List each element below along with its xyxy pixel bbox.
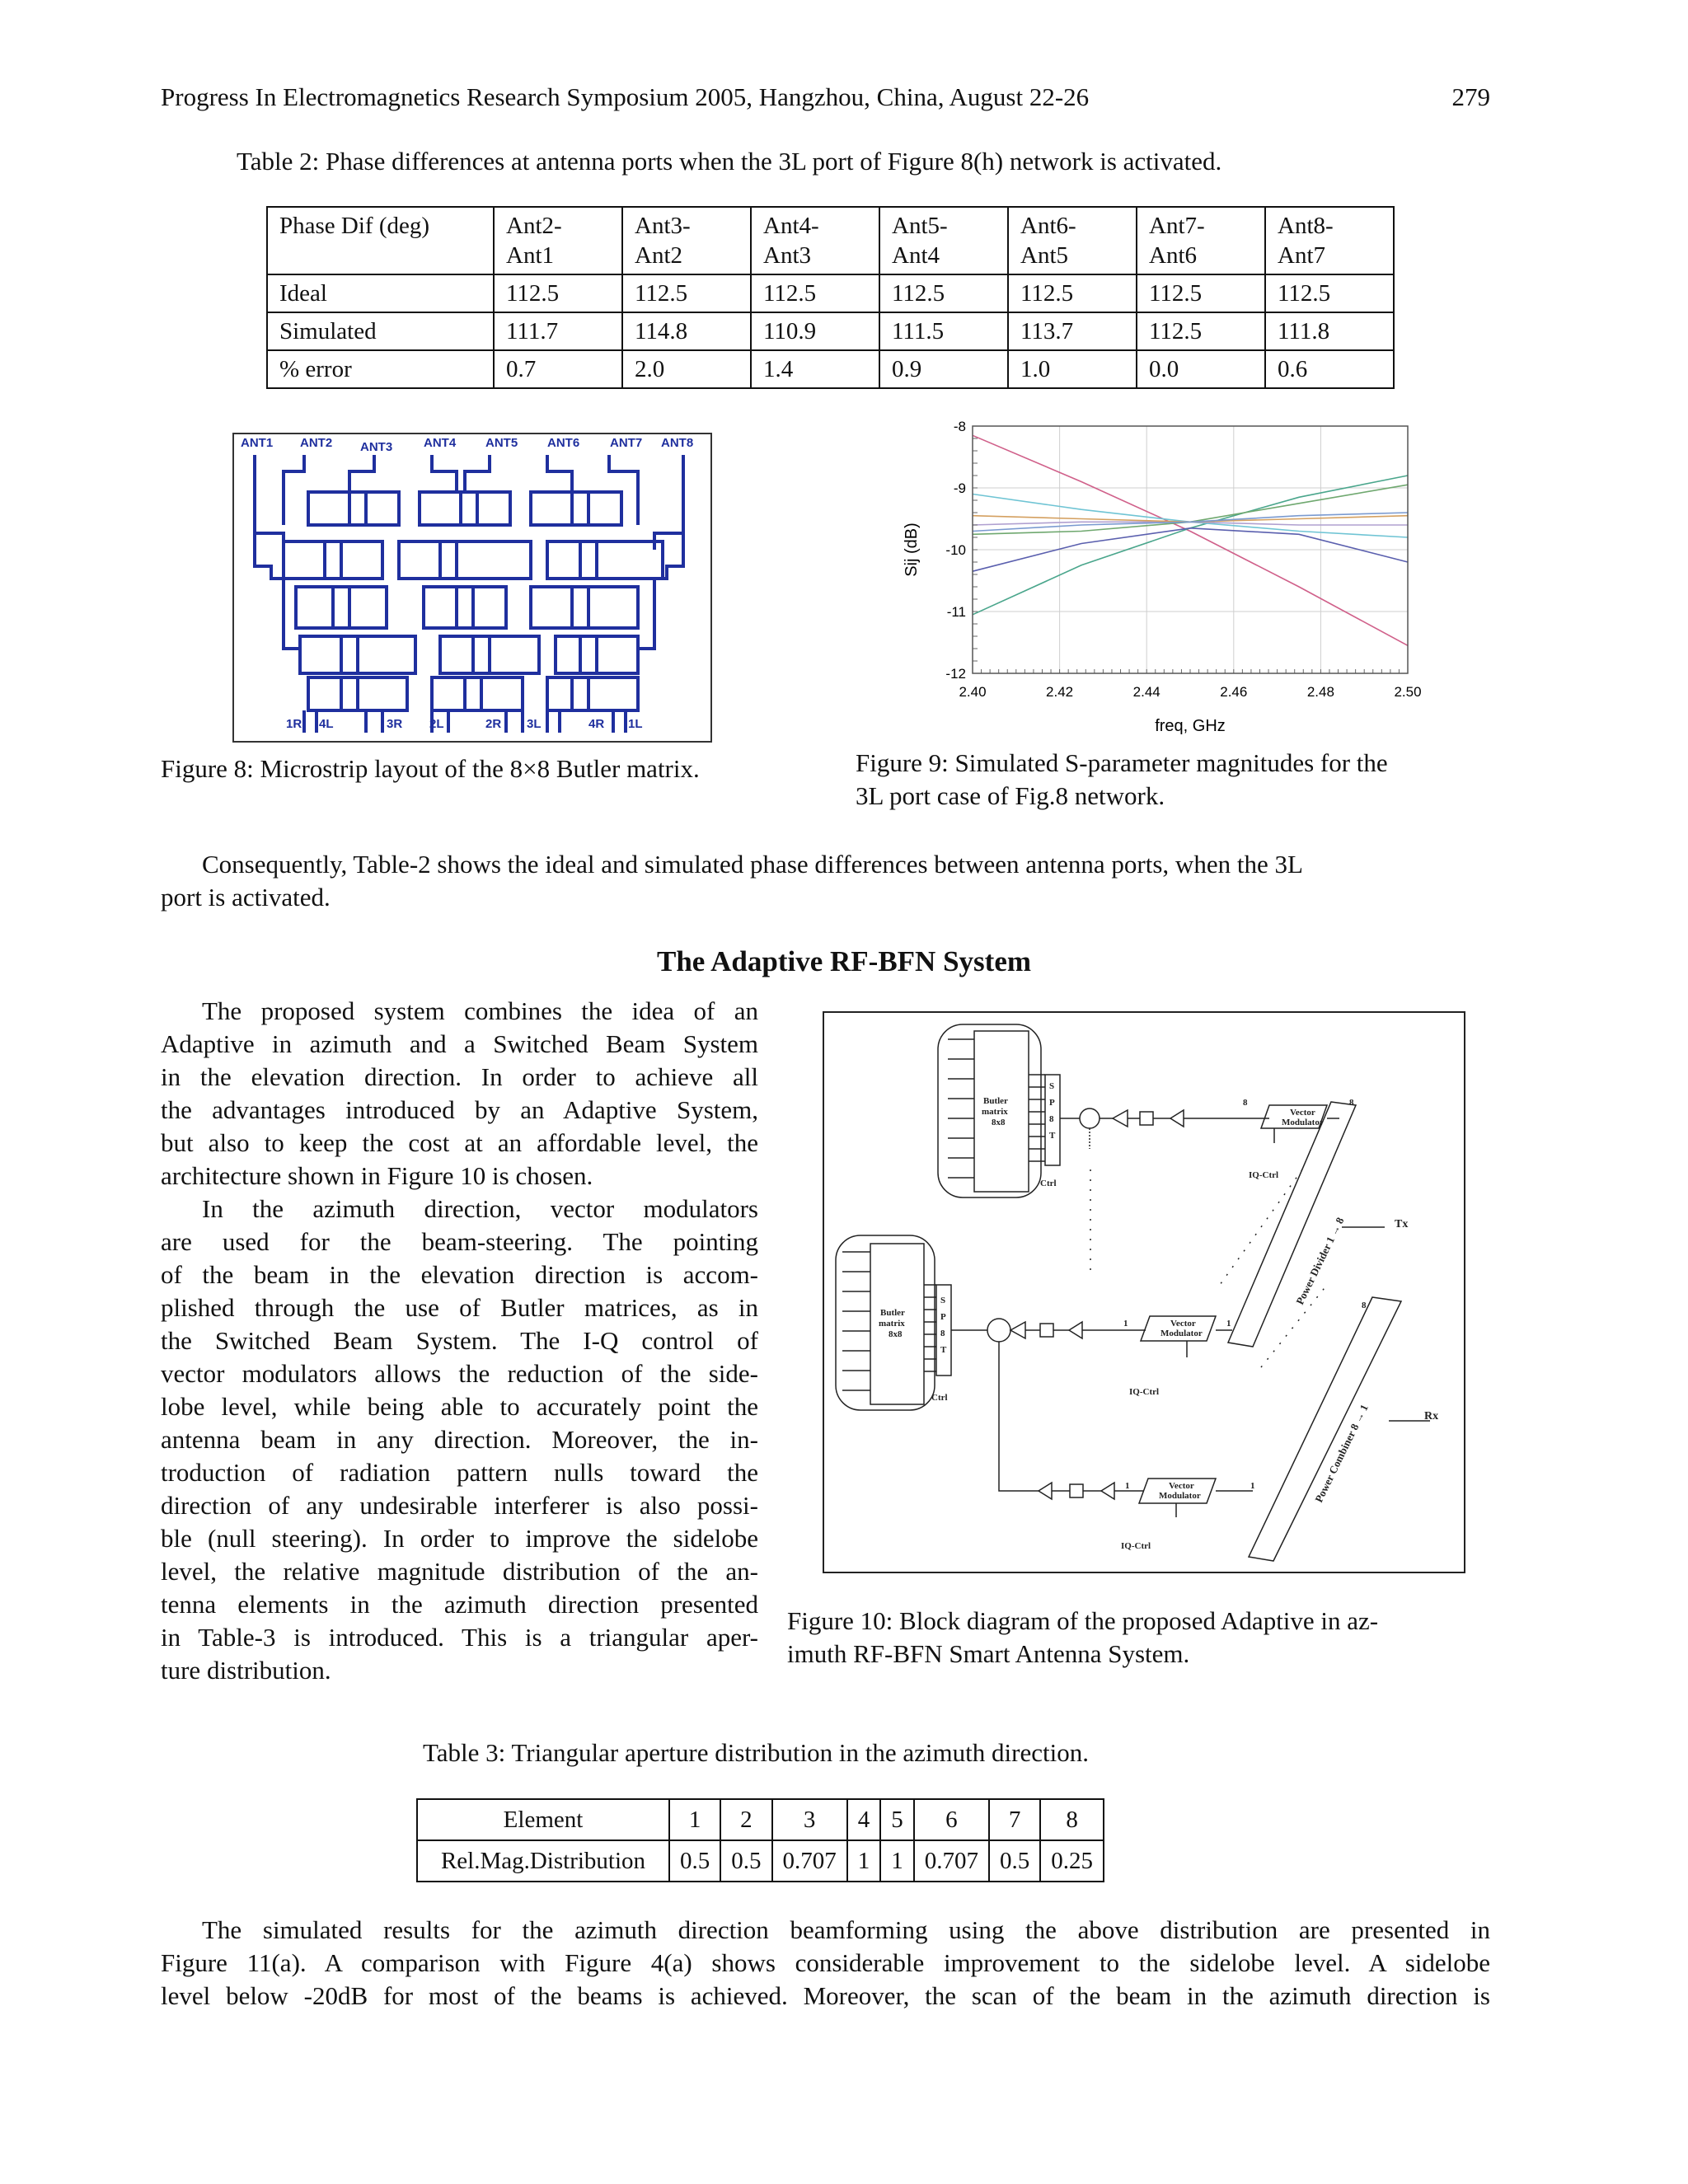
spst-label: P bbox=[1049, 1098, 1055, 1108]
x-tick-label: 2.50 bbox=[1394, 684, 1422, 700]
table3-header-row bbox=[417, 1799, 1104, 1840]
vector-modulator-label: Modulator bbox=[1159, 1491, 1201, 1501]
text-line: Figure 11(a). A comparison with Figure 4(a) shows considerable improvement to the sidelobe level. A sidelobe bbox=[161, 1948, 1490, 1977]
table-header-cell: 1 bbox=[669, 1799, 720, 1840]
spst-label: T bbox=[1049, 1131, 1056, 1141]
table3 bbox=[416, 1798, 1104, 1882]
text-line: tenna elements in the azimuth direction presented bbox=[161, 1590, 758, 1619]
table-cell: Ideal bbox=[267, 274, 494, 312]
spst-label: 8 bbox=[1049, 1114, 1054, 1124]
figure8-layout bbox=[232, 433, 712, 743]
text-line: in Table-3 is introduced. This is a triangular aper- bbox=[161, 1623, 758, 1652]
text-line: are used for the beam-steering. The pointing bbox=[161, 1227, 758, 1256]
table-header-cell: 6 bbox=[914, 1799, 989, 1840]
text-line: but also to keep the cost at an affordable level, the bbox=[161, 1128, 758, 1157]
port-label: 1L bbox=[628, 717, 643, 731]
butler-label: 8x8 bbox=[889, 1329, 903, 1339]
table-cell: 112.5 bbox=[494, 274, 622, 312]
table-cell: 111.7 bbox=[494, 312, 622, 350]
table-cell: 0.5 bbox=[669, 1840, 720, 1882]
text-line: lobe level, while being able to accurately point the bbox=[161, 1392, 758, 1421]
table-header-cell: 4 bbox=[847, 1799, 881, 1840]
table-row bbox=[267, 274, 1394, 312]
table-row bbox=[267, 312, 1394, 350]
table-cell: 110.9 bbox=[751, 312, 879, 350]
table-cell: 0.5 bbox=[989, 1840, 1040, 1882]
table-header-cell: Ant8- Ant7 bbox=[1265, 207, 1394, 274]
x-tick-label: 2.42 bbox=[1046, 684, 1074, 700]
butler-label: Butler bbox=[983, 1096, 1008, 1106]
table-cell: 2.0 bbox=[622, 350, 751, 388]
figure9-caption bbox=[856, 747, 1388, 813]
iq-ctrl-label: IQ-Ctrl bbox=[1249, 1170, 1279, 1180]
figure10-caption bbox=[787, 1605, 1378, 1671]
table-header-cell: Ant2- Ant1 bbox=[494, 207, 622, 274]
table-header-cell: Ant3- Ant2 bbox=[622, 207, 751, 274]
butler-matrix-layout-svg bbox=[234, 434, 710, 741]
table-cell: 0.707 bbox=[772, 1840, 847, 1882]
spst-label: S bbox=[1049, 1081, 1055, 1091]
text-line: troduction of radiation pattern nulls toward the bbox=[161, 1458, 758, 1487]
table-cell: % error bbox=[267, 350, 494, 388]
left-column-text bbox=[161, 995, 758, 1687]
antenna-label: ANT8 bbox=[661, 436, 694, 450]
block-diagram-svg bbox=[824, 1013, 1464, 1572]
table-cell: 0.707 bbox=[914, 1840, 989, 1882]
port-number-label: 8 bbox=[1362, 1301, 1367, 1310]
port-label: 3L bbox=[527, 717, 542, 731]
text-line: Adaptive in azimuth and a Switched Beam System bbox=[161, 1029, 758, 1058]
port-label: 2R bbox=[485, 717, 502, 731]
header-title: Progress In Electromagnetics Research Symposium 2005, Hangzhou, China, August 22-26 bbox=[161, 82, 1090, 111]
x-axis-label: freq, GHz bbox=[1155, 717, 1226, 735]
y-tick-label: -10 bbox=[945, 542, 966, 558]
table-cell: 111.5 bbox=[879, 312, 1008, 350]
port-label: 4R bbox=[588, 717, 605, 731]
port-label: 1R bbox=[286, 717, 302, 731]
ctrl-label: Ctrl bbox=[1040, 1179, 1057, 1188]
table-cell: Rel.Mag.Distribution bbox=[417, 1840, 669, 1882]
y-axis-label: Sij (dB) bbox=[903, 523, 921, 577]
figure9-chart bbox=[890, 416, 1484, 738]
section-heading: The Adaptive RF-BFN System bbox=[656, 945, 1032, 977]
power-combiner-label: Power Combiner 8 → 1 bbox=[1312, 1402, 1371, 1505]
vector-modulator-label: Vector bbox=[1290, 1108, 1315, 1118]
text-line: The simulated results for the azimuth direction beamforming using the above distribution are presented in bbox=[202, 1915, 1490, 1944]
y-tick-label: -11 bbox=[946, 604, 966, 620]
text-line: In the azimuth direction, vector modulators bbox=[202, 1194, 758, 1223]
table-cell: 0.5 bbox=[720, 1840, 771, 1882]
table-header-cell: Ant5- Ant4 bbox=[879, 207, 1008, 274]
port-number-label: 1 bbox=[1123, 1319, 1128, 1329]
vector-modulator-label: Modulator bbox=[1160, 1329, 1203, 1338]
text-line: Consequently, Table-2 shows the ideal and simulated phase differences between antenna ports, when the 3L bbox=[202, 850, 1303, 879]
text-line: level below -20dB for most of the beams is achieved. Moreover, the scan of the beam in the azimuth direction is bbox=[161, 1981, 1490, 2010]
text-line: of the beam in the elevation direction is accom- bbox=[161, 1260, 758, 1289]
text-line: plished through the use of Butler matrices, as in bbox=[161, 1293, 758, 1322]
figure10-diagram bbox=[823, 1011, 1465, 1573]
table3-caption: Table 3: Triangular aperture distribution in the azimuth direction. bbox=[423, 1738, 1089, 1767]
text-line: architecture shown in Figure 10 is chosen. bbox=[161, 1161, 593, 1190]
table-cell: 112.5 bbox=[751, 274, 879, 312]
butler-label: 8x8 bbox=[992, 1118, 1006, 1127]
text-line: level, the relative magnitude distribution of the an- bbox=[161, 1557, 758, 1586]
port-label: 2L bbox=[429, 717, 444, 731]
table-header-cell: 3 bbox=[772, 1799, 847, 1840]
butler-label: matrix bbox=[982, 1107, 1008, 1117]
spst-label: P bbox=[940, 1312, 946, 1322]
table2-header-row bbox=[267, 207, 1394, 274]
table-cell: 1.4 bbox=[751, 350, 879, 388]
page-number: 279 bbox=[1451, 82, 1490, 111]
spst-label: S bbox=[940, 1296, 946, 1305]
table-header-cell: 5 bbox=[880, 1799, 914, 1840]
butler-label: Butler bbox=[880, 1308, 905, 1318]
antenna-label: ANT7 bbox=[610, 436, 643, 450]
table-header-cell: Element bbox=[417, 1799, 669, 1840]
table-header-cell: 8 bbox=[1040, 1799, 1104, 1840]
table-header-cell: Phase Dif (deg) bbox=[267, 207, 494, 274]
antenna-label: ANT4 bbox=[424, 436, 457, 450]
iq-ctrl-label: IQ-Ctrl bbox=[1129, 1387, 1160, 1397]
table-header-cell: Ant6- Ant5 bbox=[1008, 207, 1137, 274]
table-cell: 112.5 bbox=[1265, 274, 1394, 312]
x-tick-label: 2.40 bbox=[959, 684, 987, 700]
table-header-cell: Ant7- Ant6 bbox=[1137, 207, 1265, 274]
table-cell: 112.5 bbox=[1137, 274, 1265, 312]
butler-label: matrix bbox=[879, 1319, 905, 1329]
table-cell: 112.5 bbox=[1008, 274, 1137, 312]
text-line: port is activated. bbox=[161, 883, 331, 912]
table-cell: Simulated bbox=[267, 312, 494, 350]
text-line: antenna beam in any direction. Moreover, the in- bbox=[161, 1425, 758, 1454]
table-row bbox=[267, 350, 1394, 388]
port-number-label: 8 bbox=[1349, 1098, 1354, 1108]
rx-label: Rx bbox=[1424, 1410, 1439, 1422]
table2 bbox=[266, 206, 1395, 389]
ctrl-label: Ctrl bbox=[931, 1393, 948, 1403]
figure10-caption-line: Figure 10: Block diagram of the proposed Adaptive in az- bbox=[787, 1606, 1379, 1635]
port-number-label: 1 bbox=[1125, 1481, 1130, 1491]
figure9-caption-line: Figure 9: Simulated S-parameter magnitudes for the bbox=[856, 748, 1388, 777]
body-paragraph-1 bbox=[161, 848, 1490, 914]
y-tick-label: -8 bbox=[953, 419, 966, 434]
antenna-label: ANT6 bbox=[547, 436, 580, 450]
port-number-label: 8 bbox=[1243, 1098, 1248, 1108]
text-line: ture distribution. bbox=[161, 1656, 331, 1685]
port-label: 4L bbox=[319, 717, 334, 731]
table-header-cell: 2 bbox=[720, 1799, 771, 1840]
x-tick-label: 2.44 bbox=[1132, 684, 1160, 700]
feed-line bbox=[255, 455, 284, 550]
table-cell: 1 bbox=[880, 1840, 914, 1882]
vector-modulator-label: Vector bbox=[1169, 1481, 1194, 1491]
page-header bbox=[161, 82, 1490, 112]
text-line: vector modulators allows the reduction of the side- bbox=[161, 1359, 758, 1388]
vector-modulator-label: Vector bbox=[1170, 1319, 1196, 1329]
antenna-label: ANT2 bbox=[300, 436, 333, 450]
antenna-label: ANT1 bbox=[241, 436, 274, 450]
power-combiner-slab bbox=[1249, 1297, 1401, 1561]
table-header-cell: Ant4- Ant3 bbox=[751, 207, 879, 274]
antenna-label: ANT3 bbox=[360, 440, 393, 454]
iq-ctrl-label: IQ-Ctrl bbox=[1121, 1541, 1151, 1551]
port-label: 3R bbox=[387, 717, 403, 731]
x-tick-label: 2.48 bbox=[1306, 684, 1334, 700]
table-cell: 0.9 bbox=[879, 350, 1008, 388]
text-line: direction of any undesirable interferer is also possi- bbox=[161, 1491, 758, 1520]
y-tick-label: -9 bbox=[953, 480, 966, 496]
text-line: ble (null steering). In order to improve the sidelobe bbox=[161, 1524, 758, 1553]
port-number-label: 1 bbox=[1250, 1481, 1255, 1491]
table-row bbox=[417, 1840, 1104, 1882]
table-cell: 0.0 bbox=[1137, 350, 1265, 388]
figure10-caption-line: imuth RF-BFN Smart Antenna System. bbox=[787, 1639, 1190, 1668]
tx-label: Tx bbox=[1395, 1218, 1409, 1230]
table-cell: 0.6 bbox=[1265, 350, 1394, 388]
antenna-label: ANT5 bbox=[485, 436, 518, 450]
table-cell: 112.5 bbox=[879, 274, 1008, 312]
vector-modulator-label: Modulator bbox=[1282, 1118, 1324, 1127]
table-cell: 0.7 bbox=[494, 350, 622, 388]
spst-label: T bbox=[940, 1345, 947, 1355]
text-line: in the elevation direction. In order to achieve all bbox=[161, 1062, 758, 1091]
table-cell: 111.8 bbox=[1265, 312, 1394, 350]
table-cell: 114.8 bbox=[622, 312, 751, 350]
text-line: the Switched Beam System. The I-Q control of bbox=[161, 1326, 758, 1355]
table-cell: 0.25 bbox=[1040, 1840, 1104, 1882]
table-cell: 1.0 bbox=[1008, 350, 1137, 388]
x-tick-label: 2.46 bbox=[1220, 684, 1248, 700]
body-paragraph-2 bbox=[161, 1914, 1490, 2013]
figure9-caption-line: 3L port case of Fig.8 network. bbox=[856, 781, 1165, 810]
table-cell: 113.7 bbox=[1008, 312, 1137, 350]
table2-caption: Table 2: Phase differences at antenna ports when the 3L port of Figure 8(h) network is activated. bbox=[237, 147, 1222, 176]
port-number-label: 1 bbox=[1226, 1319, 1231, 1329]
y-tick-label: -12 bbox=[945, 666, 966, 682]
text-line: the advantages introduced by an Adaptive System, bbox=[161, 1095, 758, 1124]
table-cell: 112.5 bbox=[622, 274, 751, 312]
table-cell: 112.5 bbox=[1137, 312, 1265, 350]
table-cell: 1 bbox=[847, 1840, 881, 1882]
text-line: The proposed system combines the idea of an bbox=[202, 996, 758, 1025]
table-header-cell: 7 bbox=[989, 1799, 1040, 1840]
figure8-caption: Figure 8: Microstrip layout of the 8×8 Butler matrix. bbox=[161, 754, 700, 783]
power-divider-label: Power Divider 1 → 8 bbox=[1293, 1215, 1347, 1307]
spst-label: 8 bbox=[940, 1329, 945, 1338]
